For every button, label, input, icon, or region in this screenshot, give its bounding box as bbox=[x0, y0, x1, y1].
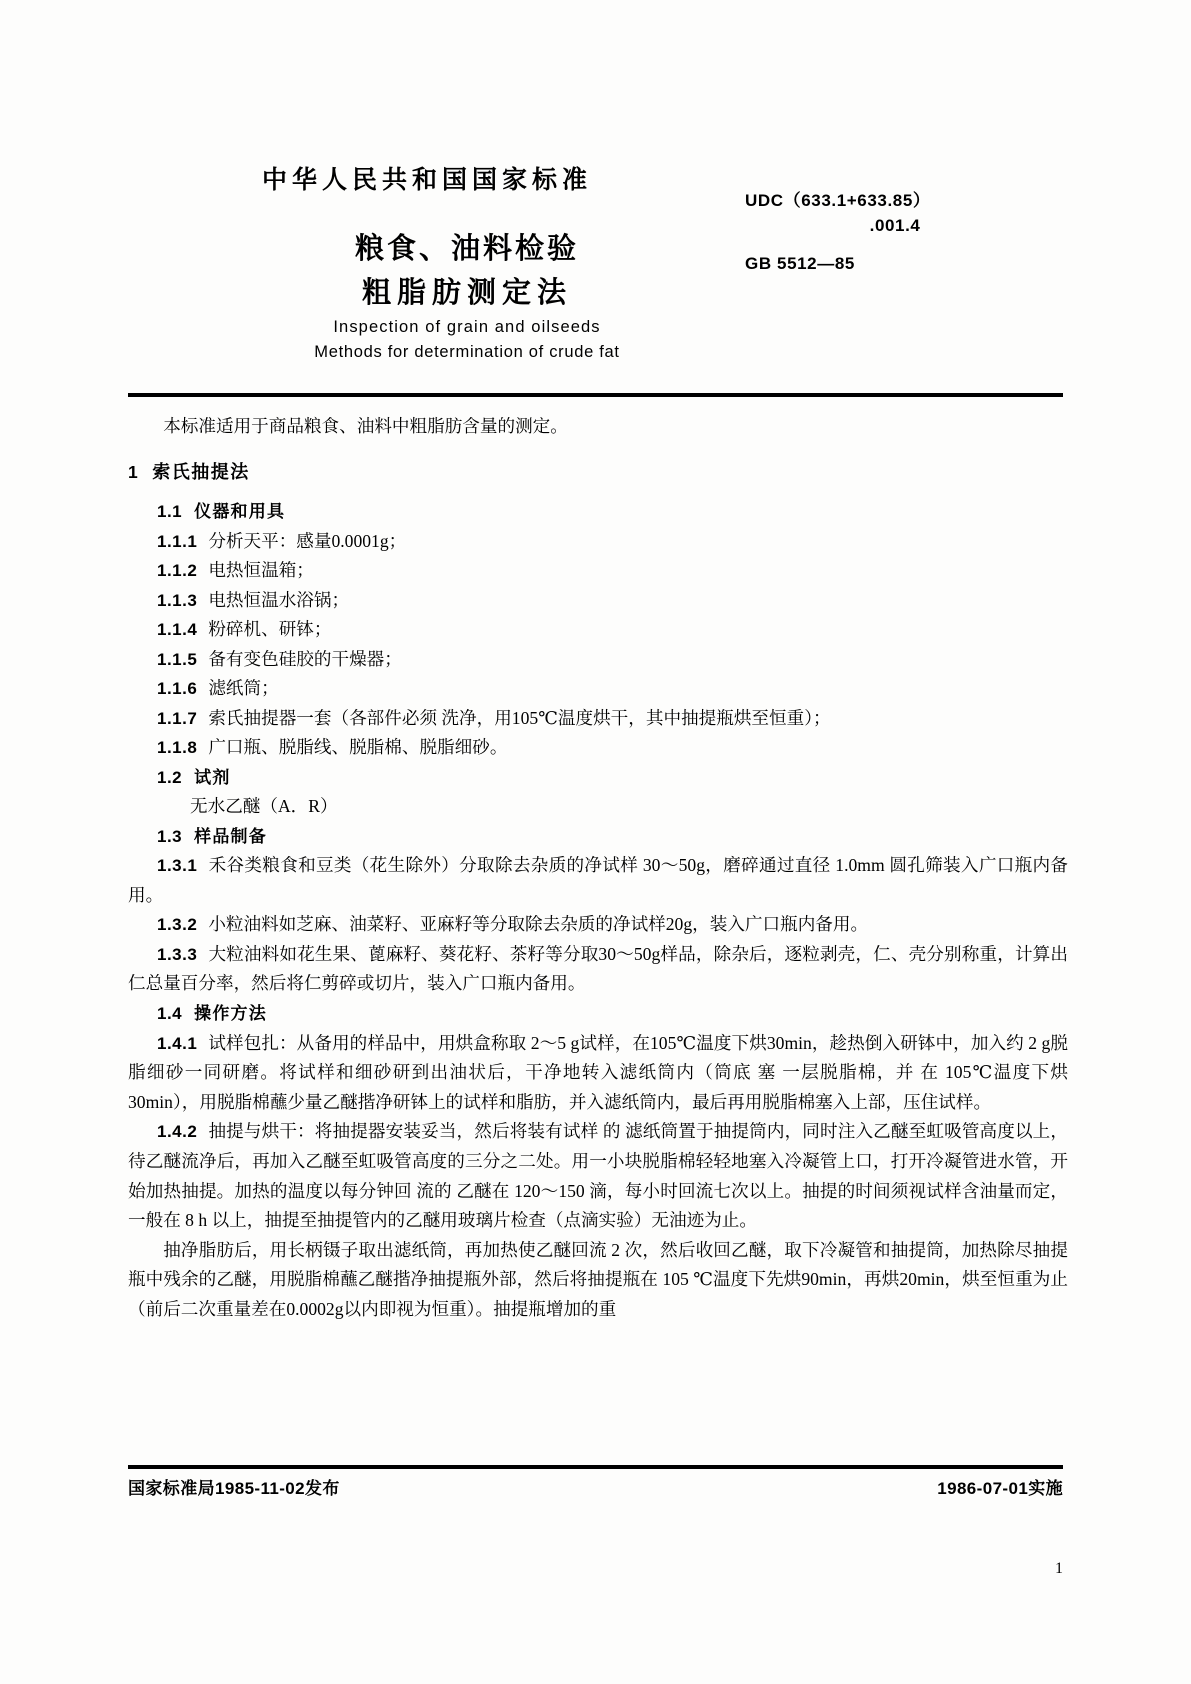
clause-1-4-2-number: 1.4.2 bbox=[157, 1122, 198, 1142]
clause-1-3-2-number: 1.3.2 bbox=[157, 915, 198, 935]
clause-1-1-3-text: 电热恒温水浴锅； bbox=[208, 589, 350, 610]
clause-1-1-4 bbox=[157, 615, 1068, 645]
clause-1-1-6-text: 滤纸筒； bbox=[208, 678, 279, 699]
clause-1-1-5 bbox=[157, 645, 1068, 675]
page-number: 1 bbox=[1055, 1560, 1063, 1577]
clause-1-1-7 bbox=[157, 704, 1068, 734]
clause-1-3-3-number: 1.3.3 bbox=[157, 944, 198, 964]
clause-1-1-3-number: 1.1.3 bbox=[157, 590, 198, 610]
clause-1-3-2 bbox=[128, 910, 1068, 940]
clause-1-1-7-text: 索氏抽提器一套（各部件必须 洗净，用105℃温度烘干，其中抽提瓶烘至恒重）； bbox=[208, 707, 831, 728]
clause-1-1-8-number: 1.1.8 bbox=[157, 738, 198, 758]
clause-1-1-1-text: 分析天平：感量0.0001g； bbox=[208, 530, 407, 551]
effective-date: 1986-07-01实施 bbox=[937, 1479, 1063, 1498]
footer-divider-rule bbox=[128, 1465, 1063, 1469]
clause-1-1-8 bbox=[157, 733, 1068, 763]
clause-1-1-number: 1.1 bbox=[157, 502, 183, 522]
clause-1-2-heading bbox=[157, 763, 1068, 793]
clause-1-1-3 bbox=[157, 586, 1068, 616]
english-subtitle-line-1: Inspection of grain and oilseeds bbox=[333, 318, 601, 336]
clause-1-3-heading bbox=[157, 822, 1068, 852]
reagent-item: 无水乙醚（A．R） bbox=[190, 796, 338, 817]
clause-1-4-2-text: 抽提与烘干：将抽提器安装妥当，然后将装有试样 的 滤纸筒置于抽提筒内，同时注入乙醚至虹吸管高度以上，待乙醚流净后，再加入乙醚至虹吸管高度的三分之二处。用一小块脱脂棉轻轻地塞入冷凝管上口，打开冷凝管进水管，开始加热抽提。加热的温度以每分钟回 流的 乙醚在 120～150 滴，每小时回流七次以上。抽提的时间须视试样含油量而定，一般在 8 h 以上，抽提至抽提管内的乙醚用玻璃片检查（点滴实验）无油迹为止。 bbox=[128, 1121, 1068, 1231]
clause-1-4-heading bbox=[157, 999, 1068, 1029]
udc-code-line-1: UDC（633.1+633.85） bbox=[745, 191, 931, 210]
clause-1-1-4-number: 1.1.4 bbox=[157, 620, 198, 640]
clause-1-4-1 bbox=[128, 1029, 1068, 1118]
clause-1-1-5-text: 备有变色硅胶的干燥器； bbox=[208, 648, 402, 669]
clause-1-1-6-number: 1.1.6 bbox=[157, 679, 198, 699]
clause-1-3-1-number: 1.3.1 bbox=[157, 856, 198, 876]
document-header bbox=[0, 150, 1191, 400]
standard-number: GB 5512—85 bbox=[745, 254, 855, 273]
clause-1-1-2 bbox=[157, 556, 1068, 586]
clause-1-1-7-number: 1.1.7 bbox=[157, 708, 198, 728]
document-footer bbox=[128, 1474, 1063, 1504]
clause-1-1-5-number: 1.1.5 bbox=[157, 649, 198, 669]
clause-1-heading bbox=[128, 458, 1068, 488]
udc-code-block bbox=[745, 188, 931, 238]
clause-1-3-title: 样品制备 bbox=[194, 826, 267, 846]
clause-1-3-2-text: 小粒油料如芝麻、油菜籽、亚麻籽等分取除去杂质的净试样20g，装入广口瓶内备用。 bbox=[208, 914, 869, 935]
clause-1-1-2-text: 电热恒温箱； bbox=[208, 560, 314, 581]
clause-1-1-title: 仪器和用具 bbox=[194, 502, 286, 522]
english-subtitle-line-2: Methods for determination of crude fat bbox=[314, 343, 620, 361]
clause-1-3-3-text: 大粒油料如花生果、蓖麻籽、葵花籽、茶籽等分取30～50g样品，除杂后，逐粒剥壳，仁、壳分别称重，计算出仁总量百分率，然后将仁剪碎或切片，装入广口瓶内备用。 bbox=[128, 943, 1068, 994]
clause-1-1-6 bbox=[157, 674, 1068, 704]
clause-1-4-1-number: 1.4.1 bbox=[157, 1033, 198, 1053]
document-body bbox=[128, 412, 1068, 1325]
page-title-line-2: 粗脂肪测定法 bbox=[361, 277, 572, 309]
issuing-authority-and-date: 国家标准局1985-11-02发布 bbox=[128, 1479, 340, 1498]
national-standard-heading: 中华人民共和国国家标准 bbox=[262, 166, 593, 194]
continuation-paragraph: 抽净脂肪后，用长柄镊子取出滤纸筒，再加热使乙醚回流 2 次，然后收回乙醚，取下冷凝管和抽提筒，加热除尽抽提瓶中残余的乙醚，用脱脂棉蘸乙醚揩净抽提瓶外部，然后将抽提瓶在 105 ℃温度下先烘90min，再烘20min，烘至恒重为止（前后二次重量差在0.0002g以内即视为恒重）。抽提瓶增加的重 bbox=[128, 1239, 1068, 1319]
clause-1-4-1-text: 试样包扎：从备用的样品中，用烘盒称取 2～5 g试样，在105℃温度下烘30min，趁热倒入研钵中，加入约 2 g脱脂细砂一同研磨。将试样和细砂研到出油状后，干净地转入滤纸筒内（筒底 塞 一层脱脂棉，并 在 105℃温度下烘30min），用脱脂棉蘸少量乙醚揩净研钵上的试样和脂肪，并入滤纸筒内，最后再用脱脂棉塞入上部，压住试样。 bbox=[128, 1032, 1068, 1112]
clause-1-1-1 bbox=[157, 527, 1068, 557]
clause-1-3-3 bbox=[128, 940, 1068, 999]
clause-1-2-title: 试剂 bbox=[194, 767, 231, 787]
clause-1-4-title: 操作方法 bbox=[194, 1004, 267, 1024]
clause-1-1-2-number: 1.1.2 bbox=[157, 561, 198, 581]
clause-1-4-2 bbox=[128, 1117, 1068, 1235]
page-title-line-1: 粮食、油料检验 bbox=[354, 233, 579, 265]
clause-1-1-1-number: 1.1.1 bbox=[157, 531, 198, 551]
header-divider-rule bbox=[128, 393, 1063, 397]
clause-1-4-number: 1.4 bbox=[157, 1004, 183, 1024]
clause-1-title: 索氏抽提法 bbox=[152, 461, 250, 482]
clause-1-1-8-text: 广口瓶、脱脂线、脱脂棉、脱脂细砂。 bbox=[208, 737, 508, 758]
clause-1-2-number: 1.2 bbox=[157, 767, 183, 787]
clause-1-3-number: 1.3 bbox=[157, 826, 183, 846]
clause-1-3-1-text: 禾谷类粮食和豆类（花生除外）分取除去杂质的净试样 30～50g，磨碎通过直径 1.0mm 圆孔筛装入广口瓶内备用。 bbox=[128, 855, 1068, 905]
scope-paragraph: 本标准适用于商品粮食、油料中粗脂肪含量的测定。 bbox=[163, 416, 568, 436]
clause-1-3-1 bbox=[128, 851, 1068, 910]
udc-code-line-2: .001.4 bbox=[869, 216, 921, 235]
clause-1-number: 1 bbox=[128, 461, 139, 482]
clause-1-1-heading bbox=[157, 497, 1068, 527]
clause-1-1-4-text: 粉碎机、研钵； bbox=[208, 619, 332, 640]
